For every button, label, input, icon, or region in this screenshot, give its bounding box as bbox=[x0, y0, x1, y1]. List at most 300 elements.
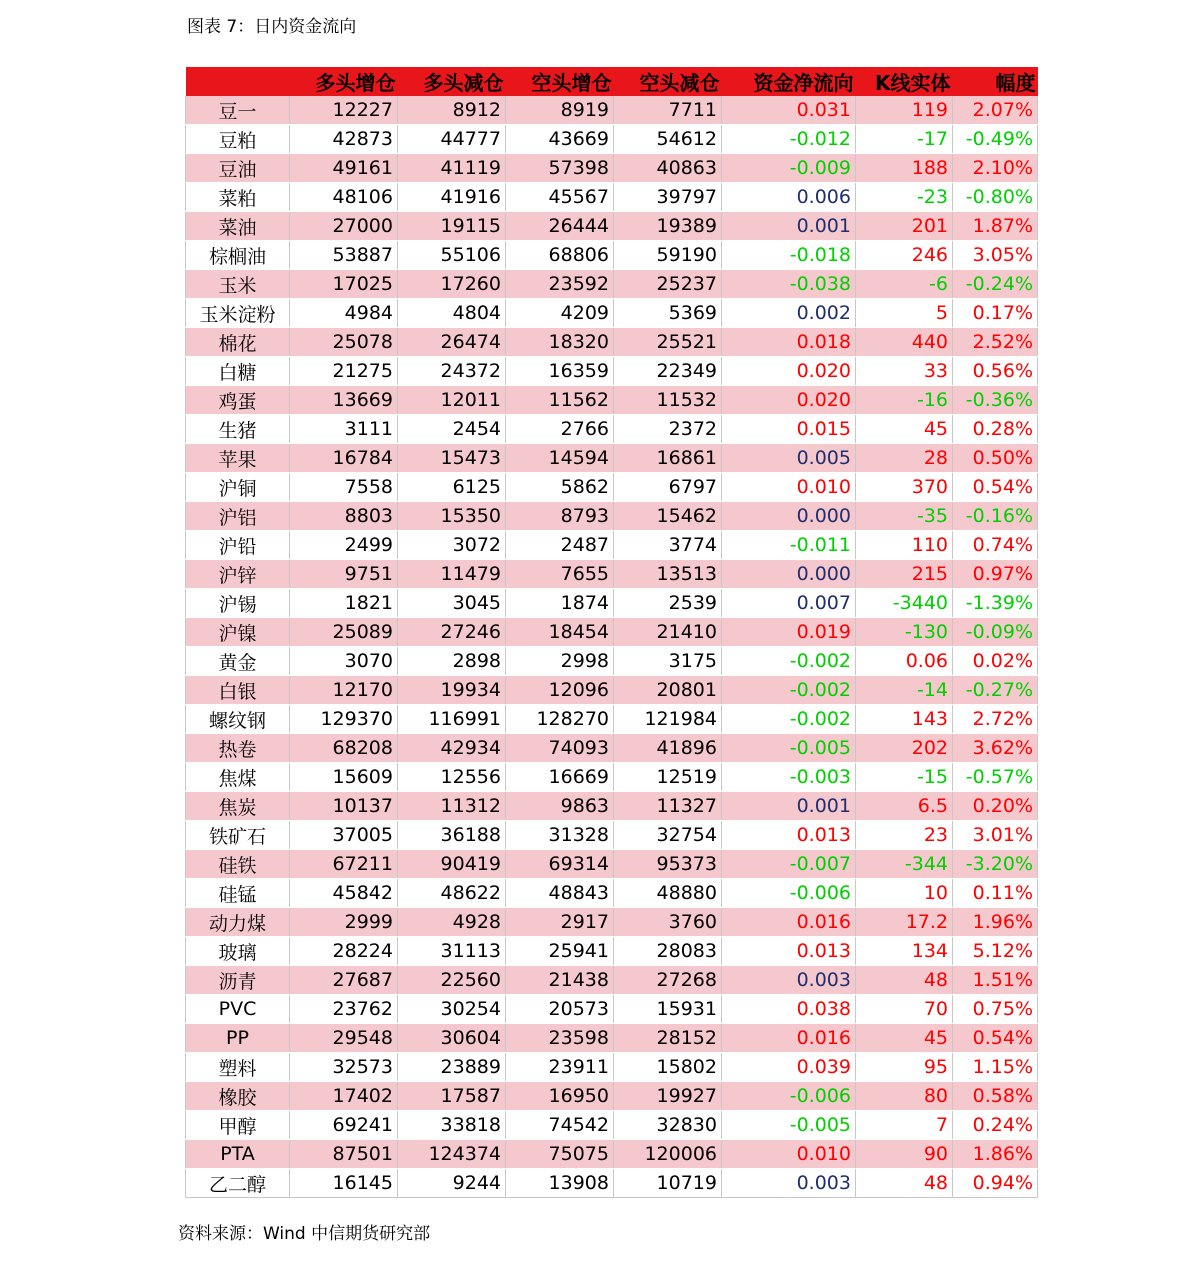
long-add-cell: 45842 bbox=[290, 879, 398, 908]
k-body-cell: 215 bbox=[856, 560, 953, 589]
table-row bbox=[186, 473, 1038, 502]
change-pct-cell: -1.39% bbox=[953, 589, 1038, 618]
commodity-name-cell: 沪铅 bbox=[186, 531, 290, 560]
long-reduce-cell: 116991 bbox=[398, 705, 506, 734]
long-reduce-cell: 15350 bbox=[398, 502, 506, 531]
long-add-cell: 2499 bbox=[290, 531, 398, 560]
net-flow-cell: 0.007 bbox=[722, 589, 856, 618]
commodity-name-cell: 苹果 bbox=[186, 444, 290, 473]
short-reduce-cell: 28152 bbox=[614, 1024, 722, 1053]
header-cell: 资金净流向 bbox=[722, 67, 856, 96]
long-reduce-cell: 4804 bbox=[398, 299, 506, 328]
short-add-cell: 68806 bbox=[506, 241, 614, 270]
short-reduce-cell: 13513 bbox=[614, 560, 722, 589]
short-reduce-cell: 16861 bbox=[614, 444, 722, 473]
k-body-cell: 48 bbox=[856, 966, 953, 995]
table-row bbox=[186, 241, 1038, 270]
commodity-name-cell: 硅锰 bbox=[186, 879, 290, 908]
net-flow-cell: -0.007 bbox=[722, 850, 856, 879]
net-flow-cell: -0.006 bbox=[722, 879, 856, 908]
k-body-cell: 134 bbox=[856, 937, 953, 966]
table-row bbox=[186, 763, 1038, 792]
short-add-cell: 18454 bbox=[506, 618, 614, 647]
short-reduce-cell: 3774 bbox=[614, 531, 722, 560]
long-add-cell: 69241 bbox=[290, 1111, 398, 1140]
long-add-cell: 13669 bbox=[290, 386, 398, 415]
short-add-cell: 23592 bbox=[506, 270, 614, 299]
commodity-name-cell: 黄金 bbox=[186, 647, 290, 676]
commodity-name-cell: PVC bbox=[186, 995, 290, 1024]
change-pct-cell: 5.12% bbox=[953, 937, 1038, 966]
long-reduce-cell: 23889 bbox=[398, 1053, 506, 1082]
change-pct-cell: 0.11% bbox=[953, 879, 1038, 908]
change-pct-cell: -0.49% bbox=[953, 125, 1038, 154]
long-add-cell: 49161 bbox=[290, 154, 398, 183]
short-reduce-cell: 27268 bbox=[614, 966, 722, 995]
change-pct-cell: 2.10% bbox=[953, 154, 1038, 183]
k-body-cell: -130 bbox=[856, 618, 953, 647]
short-reduce-cell: 20801 bbox=[614, 676, 722, 705]
net-flow-cell: 0.039 bbox=[722, 1053, 856, 1082]
net-flow-cell: -0.018 bbox=[722, 241, 856, 270]
table-row bbox=[186, 299, 1038, 328]
long-add-cell: 32573 bbox=[290, 1053, 398, 1082]
net-flow-cell: -0.003 bbox=[722, 763, 856, 792]
net-flow-cell: 0.010 bbox=[722, 473, 856, 502]
short-reduce-cell: 15931 bbox=[614, 995, 722, 1024]
k-body-cell: 10 bbox=[856, 879, 953, 908]
change-pct-cell: 1.87% bbox=[953, 212, 1038, 241]
table-row bbox=[186, 502, 1038, 531]
commodity-name-cell: 豆粕 bbox=[186, 125, 290, 154]
net-flow-cell: 0.003 bbox=[722, 1169, 856, 1198]
k-body-cell: 28 bbox=[856, 444, 953, 473]
k-body-cell: 45 bbox=[856, 1024, 953, 1053]
k-body-cell: 80 bbox=[856, 1082, 953, 1111]
k-body-cell: -17 bbox=[856, 125, 953, 154]
table-row bbox=[186, 995, 1038, 1024]
change-pct-cell: -0.36% bbox=[953, 386, 1038, 415]
short-reduce-cell: 2539 bbox=[614, 589, 722, 618]
long-reduce-cell: 41119 bbox=[398, 154, 506, 183]
table-row bbox=[186, 676, 1038, 705]
short-add-cell: 74542 bbox=[506, 1111, 614, 1140]
long-add-cell: 29548 bbox=[290, 1024, 398, 1053]
commodity-name-cell: 沪铜 bbox=[186, 473, 290, 502]
k-body-cell: 246 bbox=[856, 241, 953, 270]
short-add-cell: 45567 bbox=[506, 183, 614, 212]
short-add-cell: 25941 bbox=[506, 937, 614, 966]
short-reduce-cell: 19927 bbox=[614, 1082, 722, 1111]
net-flow-cell: 0.020 bbox=[722, 357, 856, 386]
net-flow-cell: 0.005 bbox=[722, 444, 856, 473]
commodity-name-cell: 乙二醇 bbox=[186, 1169, 290, 1198]
short-reduce-cell: 5369 bbox=[614, 299, 722, 328]
net-flow-cell: 0.003 bbox=[722, 966, 856, 995]
change-pct-cell: -0.09% bbox=[953, 618, 1038, 647]
short-reduce-cell: 2372 bbox=[614, 415, 722, 444]
long-reduce-cell: 31113 bbox=[398, 937, 506, 966]
k-body-cell: -35 bbox=[856, 502, 953, 531]
table-row bbox=[186, 1024, 1038, 1053]
change-pct-cell: 3.05% bbox=[953, 241, 1038, 270]
net-flow-cell: -0.005 bbox=[722, 734, 856, 763]
short-reduce-cell: 54612 bbox=[614, 125, 722, 154]
net-flow-cell: 0.020 bbox=[722, 386, 856, 415]
change-pct-cell: 0.28% bbox=[953, 415, 1038, 444]
header-cell: 空头增仓 bbox=[506, 67, 614, 96]
long-reduce-cell: 36188 bbox=[398, 821, 506, 850]
k-body-cell: 95 bbox=[856, 1053, 953, 1082]
long-reduce-cell: 41916 bbox=[398, 183, 506, 212]
short-add-cell: 7655 bbox=[506, 560, 614, 589]
short-add-cell: 16950 bbox=[506, 1082, 614, 1111]
k-body-cell: -15 bbox=[856, 763, 953, 792]
k-body-cell: 143 bbox=[856, 705, 953, 734]
long-add-cell: 8803 bbox=[290, 502, 398, 531]
table-row bbox=[186, 647, 1038, 676]
table-row bbox=[186, 386, 1038, 415]
long-add-cell: 25078 bbox=[290, 328, 398, 357]
table-row bbox=[186, 908, 1038, 937]
short-reduce-cell: 15802 bbox=[614, 1053, 722, 1082]
commodity-name-cell: 沪锌 bbox=[186, 560, 290, 589]
table-row bbox=[186, 1082, 1038, 1111]
table-row bbox=[186, 705, 1038, 734]
header-cell bbox=[186, 67, 290, 96]
short-reduce-cell: 11327 bbox=[614, 792, 722, 821]
short-add-cell: 74093 bbox=[506, 734, 614, 763]
short-reduce-cell: 25521 bbox=[614, 328, 722, 357]
net-flow-cell: 0.018 bbox=[722, 328, 856, 357]
long-add-cell: 87501 bbox=[290, 1140, 398, 1169]
table-row bbox=[186, 154, 1038, 183]
net-flow-cell: 0.000 bbox=[722, 502, 856, 531]
long-add-cell: 16784 bbox=[290, 444, 398, 473]
header-cell: 多头减仓 bbox=[398, 67, 506, 96]
k-body-cell: 201 bbox=[856, 212, 953, 241]
long-reduce-cell: 12556 bbox=[398, 763, 506, 792]
long-reduce-cell: 55106 bbox=[398, 241, 506, 270]
long-reduce-cell: 3072 bbox=[398, 531, 506, 560]
commodity-name-cell: 白银 bbox=[186, 676, 290, 705]
net-flow-cell: -0.002 bbox=[722, 647, 856, 676]
short-add-cell: 16669 bbox=[506, 763, 614, 792]
commodity-name-cell: 硅铁 bbox=[186, 850, 290, 879]
short-add-cell: 23911 bbox=[506, 1053, 614, 1082]
long-reduce-cell: 30254 bbox=[398, 995, 506, 1024]
long-add-cell: 9751 bbox=[290, 560, 398, 589]
short-reduce-cell: 59190 bbox=[614, 241, 722, 270]
short-add-cell: 69314 bbox=[506, 850, 614, 879]
table-row bbox=[186, 183, 1038, 212]
short-add-cell: 2487 bbox=[506, 531, 614, 560]
change-pct-cell: 2.07% bbox=[953, 96, 1038, 125]
commodity-name-cell: 塑料 bbox=[186, 1053, 290, 1082]
net-flow-cell: -0.038 bbox=[722, 270, 856, 299]
commodity-name-cell: 沪铝 bbox=[186, 502, 290, 531]
long-add-cell: 12227 bbox=[290, 96, 398, 125]
long-reduce-cell: 27246 bbox=[398, 618, 506, 647]
header-cell: 多头增仓 bbox=[290, 67, 398, 96]
long-reduce-cell: 17260 bbox=[398, 270, 506, 299]
change-pct-cell: -0.57% bbox=[953, 763, 1038, 792]
short-reduce-cell: 11532 bbox=[614, 386, 722, 415]
header-cell: K线实体 bbox=[856, 67, 953, 96]
commodity-name-cell: 白糖 bbox=[186, 357, 290, 386]
net-flow-cell: 0.001 bbox=[722, 792, 856, 821]
long-add-cell: 37005 bbox=[290, 821, 398, 850]
change-pct-cell: 0.17% bbox=[953, 299, 1038, 328]
commodity-name-cell: 焦炭 bbox=[186, 792, 290, 821]
k-body-cell: 23 bbox=[856, 821, 953, 850]
k-body-cell: 7 bbox=[856, 1111, 953, 1140]
change-pct-cell: 1.15% bbox=[953, 1053, 1038, 1082]
long-add-cell: 3070 bbox=[290, 647, 398, 676]
table-row bbox=[186, 415, 1038, 444]
k-body-cell: 6.5 bbox=[856, 792, 953, 821]
table-row bbox=[186, 937, 1038, 966]
commodity-name-cell: 动力煤 bbox=[186, 908, 290, 937]
commodity-name-cell: PTA bbox=[186, 1140, 290, 1169]
long-add-cell: 2999 bbox=[290, 908, 398, 937]
short-add-cell: 4209 bbox=[506, 299, 614, 328]
k-body-cell: -16 bbox=[856, 386, 953, 415]
commodity-name-cell: 螺纹钢 bbox=[186, 705, 290, 734]
long-add-cell: 48106 bbox=[290, 183, 398, 212]
long-reduce-cell: 124374 bbox=[398, 1140, 506, 1169]
net-flow-cell: 0.016 bbox=[722, 908, 856, 937]
k-body-cell: 119 bbox=[856, 96, 953, 125]
long-reduce-cell: 90419 bbox=[398, 850, 506, 879]
long-reduce-cell: 8912 bbox=[398, 96, 506, 125]
change-pct-cell: 0.58% bbox=[953, 1082, 1038, 1111]
k-body-cell: -344 bbox=[856, 850, 953, 879]
short-add-cell: 26444 bbox=[506, 212, 614, 241]
change-pct-cell: 0.56% bbox=[953, 357, 1038, 386]
long-reduce-cell: 11312 bbox=[398, 792, 506, 821]
net-flow-cell: 0.019 bbox=[722, 618, 856, 647]
table-row bbox=[186, 444, 1038, 473]
short-add-cell: 11562 bbox=[506, 386, 614, 415]
net-flow-cell: -0.012 bbox=[722, 125, 856, 154]
change-pct-cell: -0.80% bbox=[953, 183, 1038, 212]
short-reduce-cell: 95373 bbox=[614, 850, 722, 879]
commodity-name-cell: 豆油 bbox=[186, 154, 290, 183]
long-reduce-cell: 33818 bbox=[398, 1111, 506, 1140]
table-row bbox=[186, 821, 1038, 850]
commodity-name-cell: 豆一 bbox=[186, 96, 290, 125]
short-reduce-cell: 3175 bbox=[614, 647, 722, 676]
short-reduce-cell: 22349 bbox=[614, 357, 722, 386]
net-flow-cell: 0.001 bbox=[722, 212, 856, 241]
net-flow-cell: 0.031 bbox=[722, 96, 856, 125]
short-add-cell: 1874 bbox=[506, 589, 614, 618]
short-add-cell: 128270 bbox=[506, 705, 614, 734]
source-note: 资料来源：Wind 中信期货研究部 bbox=[178, 1224, 431, 1244]
short-add-cell: 14594 bbox=[506, 444, 614, 473]
long-reduce-cell: 44777 bbox=[398, 125, 506, 154]
long-add-cell: 4984 bbox=[290, 299, 398, 328]
short-add-cell: 75075 bbox=[506, 1140, 614, 1169]
long-add-cell: 17402 bbox=[290, 1082, 398, 1111]
fund-flow-table bbox=[185, 67, 1038, 1198]
net-flow-cell: -0.005 bbox=[722, 1111, 856, 1140]
long-add-cell: 27687 bbox=[290, 966, 398, 995]
net-flow-cell: 0.015 bbox=[722, 415, 856, 444]
long-reduce-cell: 19934 bbox=[398, 676, 506, 705]
table-body bbox=[186, 96, 1038, 1198]
k-body-cell: -3440 bbox=[856, 589, 953, 618]
long-add-cell: 53887 bbox=[290, 241, 398, 270]
net-flow-cell: 0.010 bbox=[722, 1140, 856, 1169]
short-add-cell: 23598 bbox=[506, 1024, 614, 1053]
short-add-cell: 2766 bbox=[506, 415, 614, 444]
table-row bbox=[186, 560, 1038, 589]
commodity-name-cell: 生猪 bbox=[186, 415, 290, 444]
short-reduce-cell: 15462 bbox=[614, 502, 722, 531]
change-pct-cell: 0.02% bbox=[953, 647, 1038, 676]
commodity-name-cell: 玉米淀粉 bbox=[186, 299, 290, 328]
short-reduce-cell: 121984 bbox=[614, 705, 722, 734]
k-body-cell: 0.06 bbox=[856, 647, 953, 676]
short-add-cell: 2998 bbox=[506, 647, 614, 676]
table-row bbox=[186, 270, 1038, 299]
long-reduce-cell: 2898 bbox=[398, 647, 506, 676]
commodity-name-cell: 棕榈油 bbox=[186, 241, 290, 270]
header-row bbox=[186, 67, 1038, 96]
net-flow-cell: 0.013 bbox=[722, 937, 856, 966]
change-pct-cell: 0.50% bbox=[953, 444, 1038, 473]
short-reduce-cell: 41896 bbox=[614, 734, 722, 763]
long-reduce-cell: 26474 bbox=[398, 328, 506, 357]
short-reduce-cell: 32754 bbox=[614, 821, 722, 850]
long-add-cell: 42873 bbox=[290, 125, 398, 154]
short-reduce-cell: 12519 bbox=[614, 763, 722, 792]
k-body-cell: 110 bbox=[856, 531, 953, 560]
change-pct-cell: 0.74% bbox=[953, 531, 1038, 560]
long-add-cell: 10137 bbox=[290, 792, 398, 821]
short-add-cell: 16359 bbox=[506, 357, 614, 386]
short-add-cell: 21438 bbox=[506, 966, 614, 995]
short-reduce-cell: 6797 bbox=[614, 473, 722, 502]
k-body-cell: 70 bbox=[856, 995, 953, 1024]
short-add-cell: 8919 bbox=[506, 96, 614, 125]
short-reduce-cell: 120006 bbox=[614, 1140, 722, 1169]
short-reduce-cell: 7711 bbox=[614, 96, 722, 125]
table-row bbox=[186, 618, 1038, 647]
long-reduce-cell: 30604 bbox=[398, 1024, 506, 1053]
long-reduce-cell: 42934 bbox=[398, 734, 506, 763]
long-add-cell: 3111 bbox=[290, 415, 398, 444]
net-flow-cell: 0.016 bbox=[722, 1024, 856, 1053]
net-flow-cell: 0.013 bbox=[722, 821, 856, 850]
change-pct-cell: 3.01% bbox=[953, 821, 1038, 850]
short-add-cell: 8793 bbox=[506, 502, 614, 531]
long-reduce-cell: 19115 bbox=[398, 212, 506, 241]
change-pct-cell: 0.75% bbox=[953, 995, 1038, 1024]
short-reduce-cell: 39797 bbox=[614, 183, 722, 212]
change-pct-cell: 0.20% bbox=[953, 792, 1038, 821]
long-reduce-cell: 48622 bbox=[398, 879, 506, 908]
short-add-cell: 12096 bbox=[506, 676, 614, 705]
change-pct-cell: 0.94% bbox=[953, 1169, 1038, 1198]
long-reduce-cell: 6125 bbox=[398, 473, 506, 502]
k-body-cell: -23 bbox=[856, 183, 953, 212]
commodity-name-cell: 沪镍 bbox=[186, 618, 290, 647]
table-row bbox=[186, 328, 1038, 357]
commodity-name-cell: PP bbox=[186, 1024, 290, 1053]
short-reduce-cell: 40863 bbox=[614, 154, 722, 183]
commodity-name-cell: 鸡蛋 bbox=[186, 386, 290, 415]
long-add-cell: 21275 bbox=[290, 357, 398, 386]
long-add-cell: 129370 bbox=[290, 705, 398, 734]
short-reduce-cell: 21410 bbox=[614, 618, 722, 647]
long-add-cell: 16145 bbox=[290, 1169, 398, 1198]
short-add-cell: 5862 bbox=[506, 473, 614, 502]
long-add-cell: 27000 bbox=[290, 212, 398, 241]
k-body-cell: 45 bbox=[856, 415, 953, 444]
table-row bbox=[186, 531, 1038, 560]
table-row bbox=[186, 966, 1038, 995]
change-pct-cell: 0.97% bbox=[953, 560, 1038, 589]
short-reduce-cell: 48880 bbox=[614, 879, 722, 908]
table-row bbox=[186, 212, 1038, 241]
short-add-cell: 9863 bbox=[506, 792, 614, 821]
net-flow-cell: 0.002 bbox=[722, 299, 856, 328]
table-row bbox=[186, 589, 1038, 618]
short-add-cell: 20573 bbox=[506, 995, 614, 1024]
long-add-cell: 12170 bbox=[290, 676, 398, 705]
commodity-name-cell: 棉花 bbox=[186, 328, 290, 357]
table-row bbox=[186, 792, 1038, 821]
short-add-cell: 31328 bbox=[506, 821, 614, 850]
k-body-cell: 90 bbox=[856, 1140, 953, 1169]
net-flow-cell: -0.009 bbox=[722, 154, 856, 183]
change-pct-cell: 0.24% bbox=[953, 1111, 1038, 1140]
change-pct-cell: 1.86% bbox=[953, 1140, 1038, 1169]
k-body-cell: 48 bbox=[856, 1169, 953, 1198]
change-pct-cell: 0.54% bbox=[953, 1024, 1038, 1053]
long-add-cell: 15609 bbox=[290, 763, 398, 792]
long-reduce-cell: 11479 bbox=[398, 560, 506, 589]
commodity-name-cell: 菜粕 bbox=[186, 183, 290, 212]
short-add-cell: 18320 bbox=[506, 328, 614, 357]
figure-caption: 图表 7：日内资金流向 bbox=[187, 17, 357, 37]
commodity-name-cell: 玉米 bbox=[186, 270, 290, 299]
k-body-cell: 440 bbox=[856, 328, 953, 357]
net-flow-cell: -0.002 bbox=[722, 705, 856, 734]
short-reduce-cell: 32830 bbox=[614, 1111, 722, 1140]
short-reduce-cell: 28083 bbox=[614, 937, 722, 966]
commodity-name-cell: 沥青 bbox=[186, 966, 290, 995]
commodity-name-cell: 热卷 bbox=[186, 734, 290, 763]
table-row bbox=[186, 357, 1038, 386]
change-pct-cell: 3.62% bbox=[953, 734, 1038, 763]
long-reduce-cell: 24372 bbox=[398, 357, 506, 386]
long-reduce-cell: 12011 bbox=[398, 386, 506, 415]
net-flow-cell: 0.000 bbox=[722, 560, 856, 589]
change-pct-cell: 1.96% bbox=[953, 908, 1038, 937]
net-flow-cell: -0.006 bbox=[722, 1082, 856, 1111]
table-row bbox=[186, 1111, 1038, 1140]
short-add-cell: 13908 bbox=[506, 1169, 614, 1198]
table-row bbox=[186, 734, 1038, 763]
short-reduce-cell: 10719 bbox=[614, 1169, 722, 1198]
change-pct-cell: 2.72% bbox=[953, 705, 1038, 734]
short-add-cell: 2917 bbox=[506, 908, 614, 937]
long-add-cell: 25089 bbox=[290, 618, 398, 647]
